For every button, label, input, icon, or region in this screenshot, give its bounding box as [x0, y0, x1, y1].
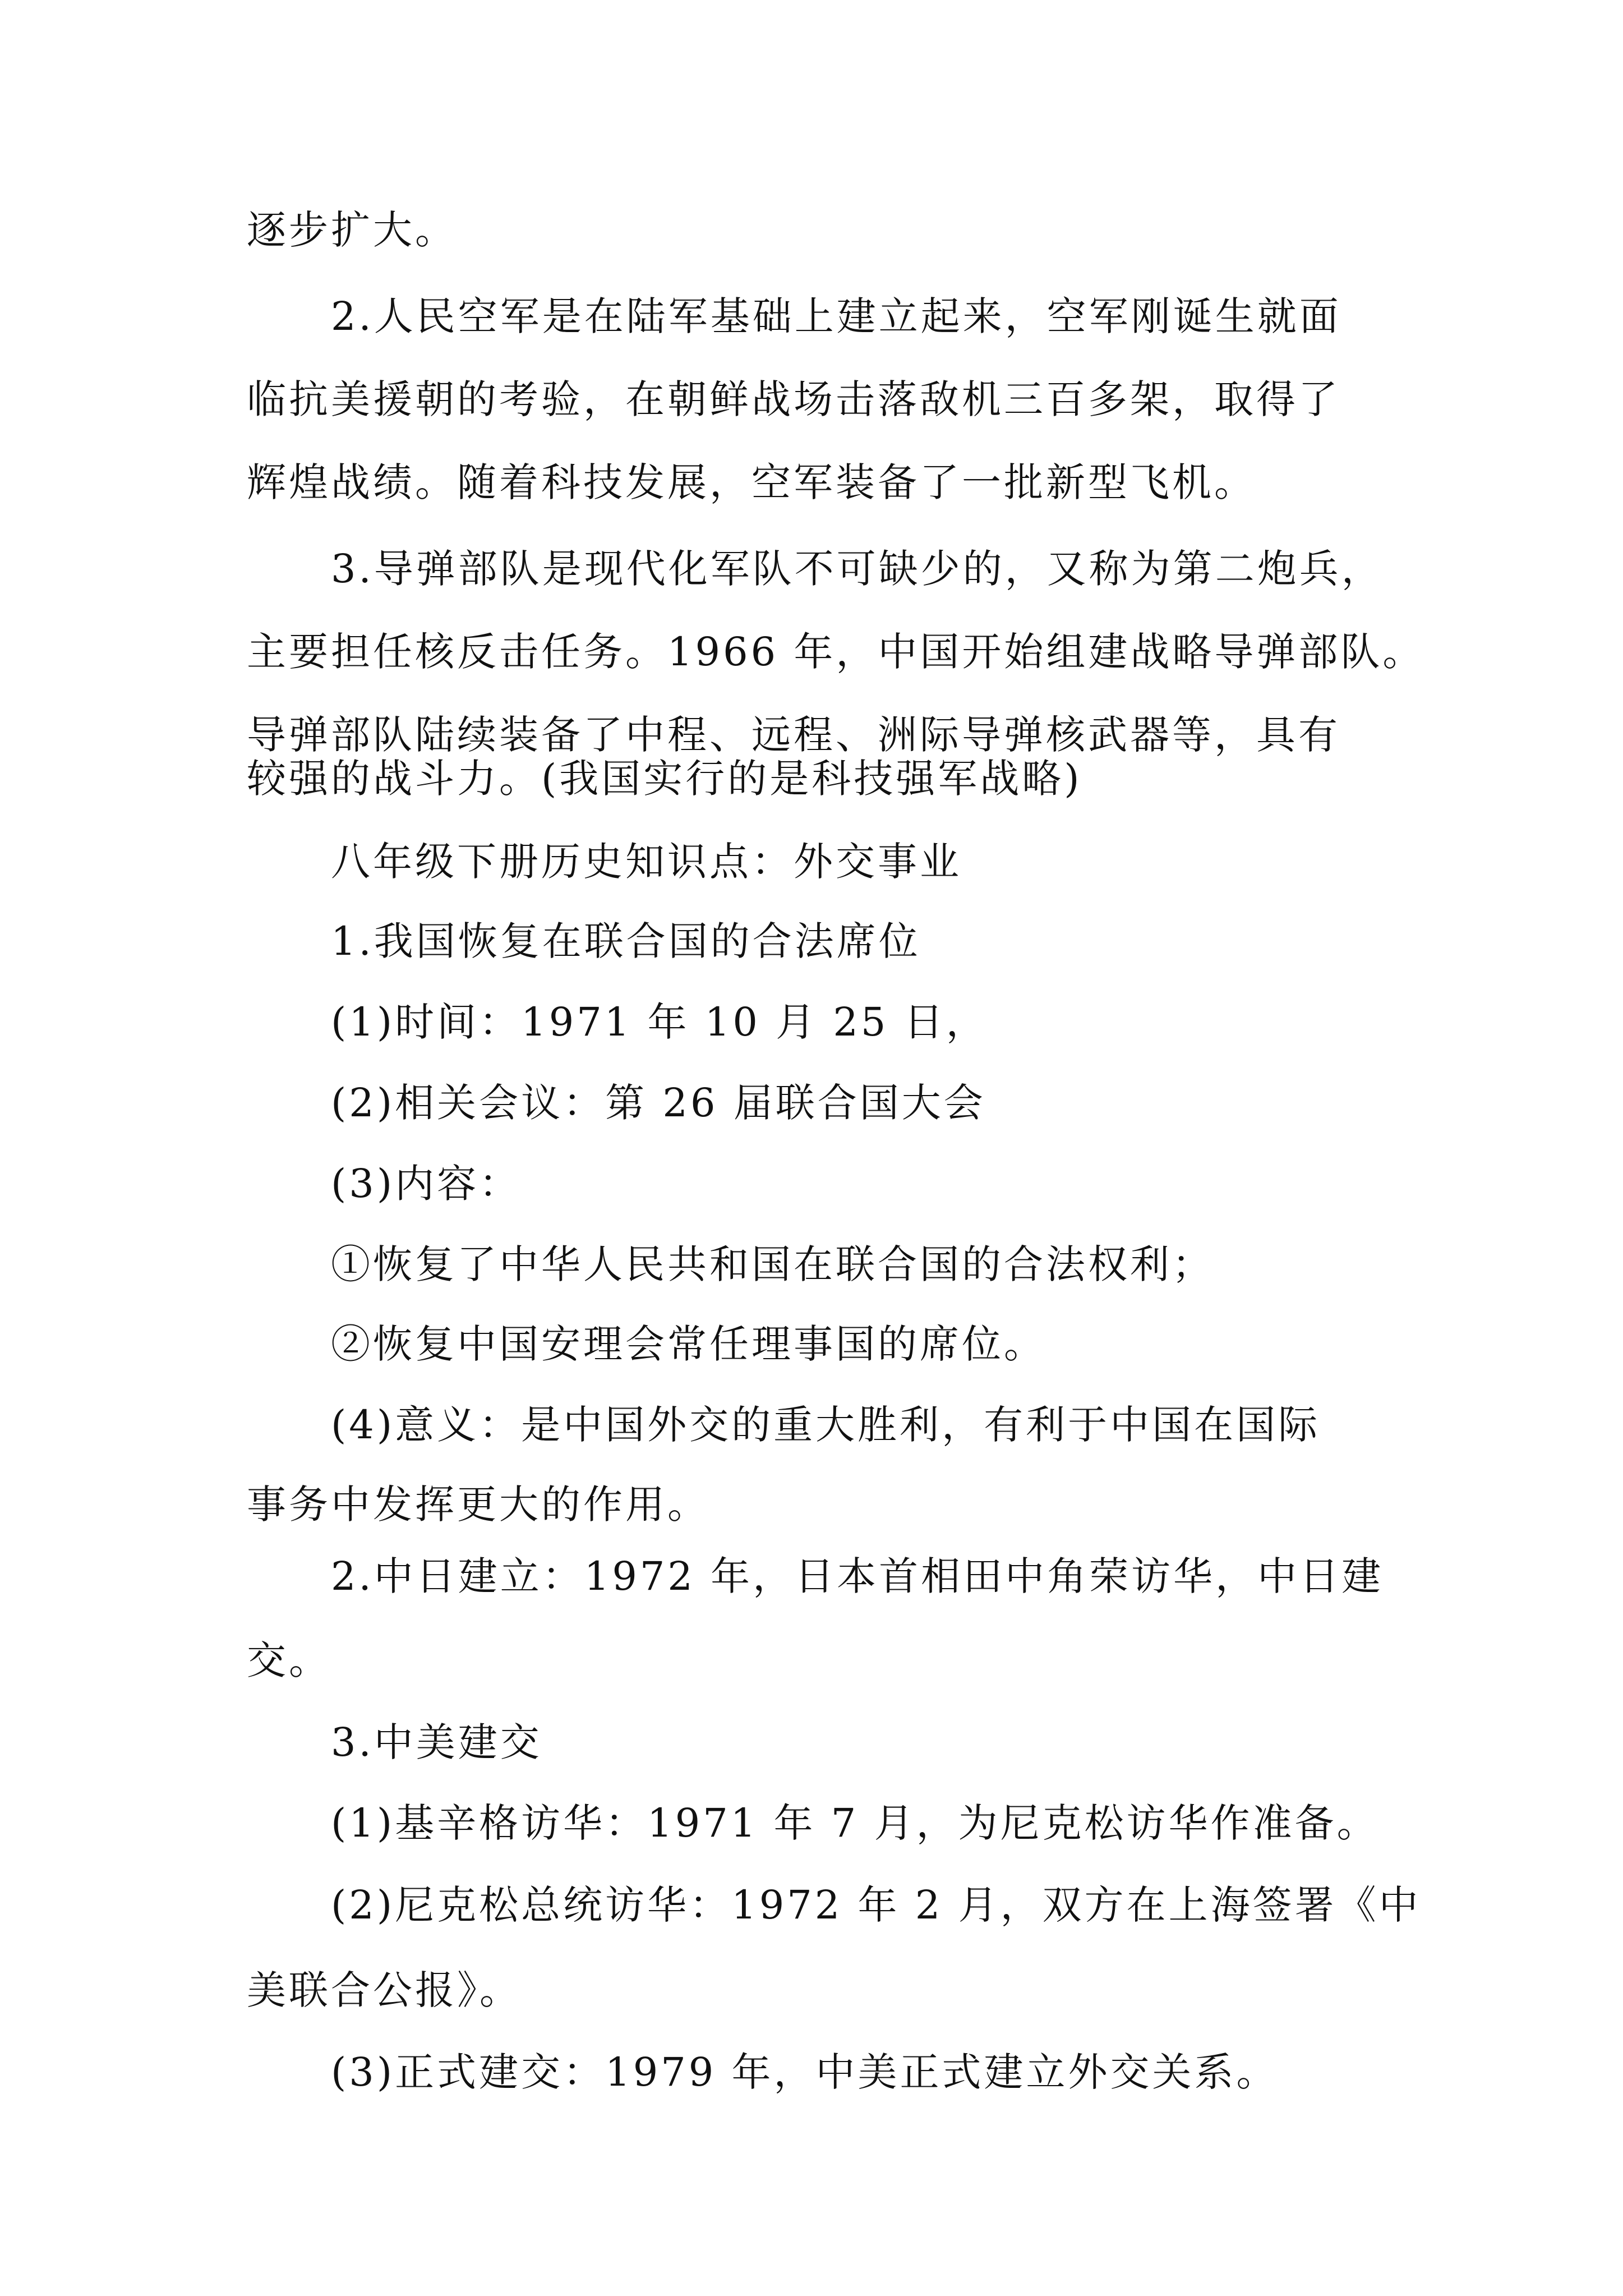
text-line: 3.导弹部队是现代化军队不可缺少的，又称为第二炮兵， [331, 546, 1384, 592]
text-line: 3.中美建交 [331, 1719, 542, 1765]
text-line: 临抗美援朝的考验，在朝鲜战场击落敌机三百多架，取得了 [247, 376, 1340, 422]
text-line: ①恢复了中华人民共和国在联合国的合法权利； [331, 1241, 1214, 1287]
text-line: ②恢复中国安理会常任理事国的席位。 [331, 1321, 1046, 1367]
text-line: 2.中日建立：1972 年，日本首相田中角荣访华，中日建 [331, 1553, 1384, 1599]
text-line: 较强的战斗力。(我国实行的是科技强军战略) [247, 756, 1082, 802]
text-line: 美联合公报》。 [247, 1967, 522, 2013]
text-line: (3)正式建交：1979 年，中美正式建立外交关系。 [331, 2049, 1279, 2095]
text-line: (3)内容： [331, 1161, 522, 1207]
text-line: (2)尼克松总统访华：1972 年 2 月，双方在上海签署《中 [331, 1882, 1421, 1928]
text-line: 1.我国恢复在联合国的合法席位 [331, 918, 921, 964]
text-line: (1)时间：1971 年 10 月 25 日， [331, 999, 988, 1045]
text-line: (2)相关会议：第 26 届联合国大会 [331, 1080, 986, 1126]
section-heading: 八年级下册历史知识点：外交事业 [331, 839, 962, 885]
text-line: 辉煌战绩。随着科技发展，空军装备了一批新型飞机。 [247, 459, 1256, 505]
text-line: (1)基辛格访华：1971 年 7 月，为尼克松访华作准备。 [331, 1800, 1379, 1846]
text-line: 逐步扩大。 [247, 207, 457, 253]
text-line: 主要担任核反击任务。1966 年，中国开始组建战略导弹部队。 [247, 629, 1425, 675]
text-line: 事务中发挥更大的作用。 [247, 1481, 709, 1527]
text-line: 导弹部队陆续装备了中程、远程、洲际导弹核武器等，具有 [247, 712, 1340, 758]
text-line: 交。 [247, 1637, 331, 1683]
text-line: (4)意义：是中国外交的重大胜利，有利于中国在国际 [331, 1402, 1321, 1448]
text-line: 2.人民空军是在陆军基础上建立起来，空军刚诞生就面 [331, 293, 1341, 339]
